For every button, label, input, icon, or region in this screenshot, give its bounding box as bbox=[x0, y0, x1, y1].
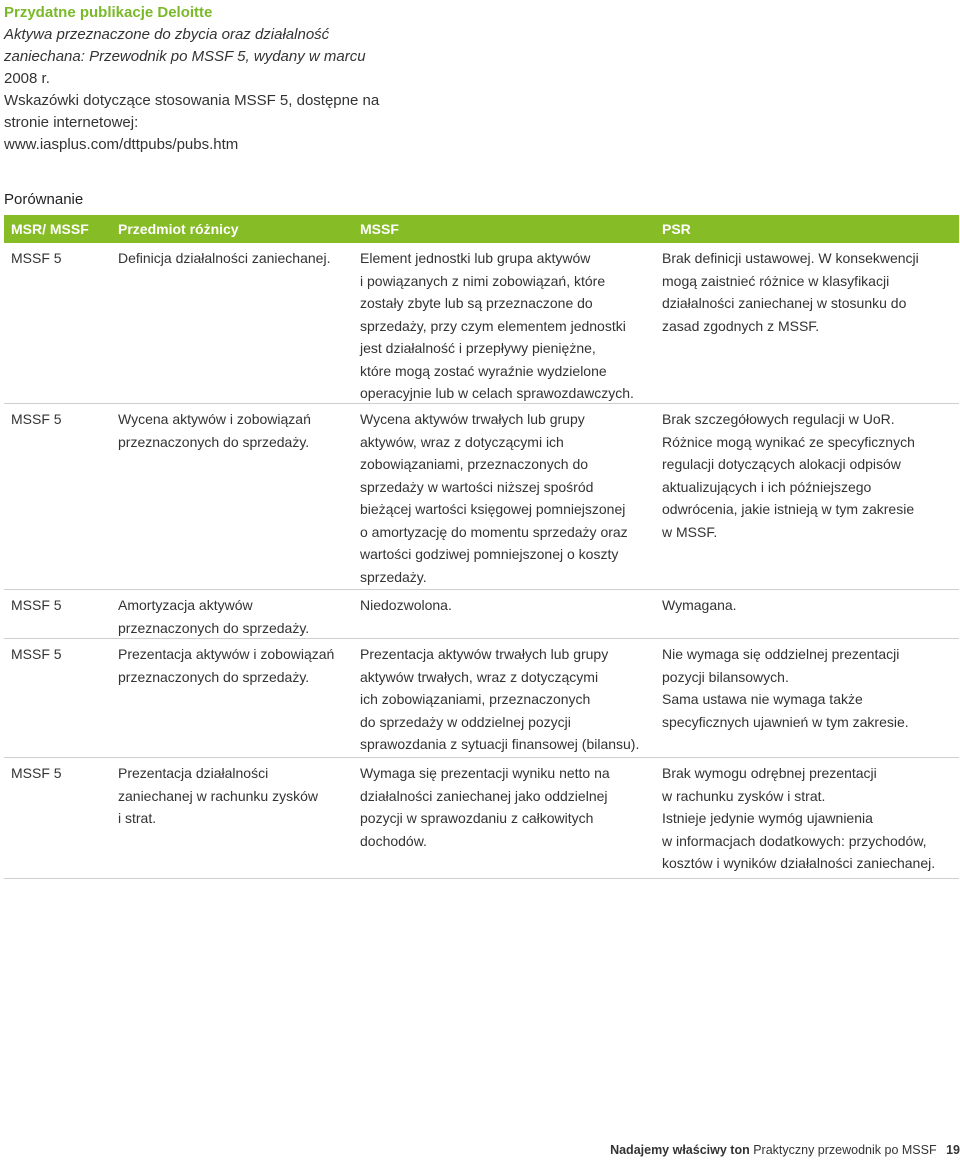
row-standard: MSSF 5 bbox=[11, 597, 62, 613]
publications-link[interactable]: www.iasplus.com/dttpubs/pubs.htm bbox=[4, 136, 239, 153]
row-psr bbox=[662, 594, 957, 617]
publication-note-line2: stronie internetowej: bbox=[4, 114, 139, 131]
publications-block bbox=[4, 2, 384, 156]
row-standard: MSSF 5 bbox=[11, 646, 62, 662]
row-subject-line: zaniechanej w rachunku zysków bbox=[118, 787, 318, 804]
row-mssf-line: aktywów trwałych, wraz z dotyczącymi bbox=[360, 668, 599, 685]
page-footer bbox=[610, 1143, 960, 1157]
row-mssf-line: Wymaga się prezentacji wyniku netto na bbox=[360, 765, 610, 781]
publication-date: 2008 r. bbox=[4, 70, 50, 87]
row-psr-line: mogą zaistnieć różnice w klasyfikacji bbox=[662, 272, 890, 289]
row-mssf-line: które mogą zostać wyraźnie wydzielone bbox=[360, 362, 607, 379]
row-mssf bbox=[360, 643, 655, 756]
row-psr-line: zasad zgodnych z MSSF. bbox=[662, 317, 820, 334]
row-psr-line: w informacjach dodatkowych: przychodów, bbox=[662, 832, 927, 849]
row-mssf-line: pozycji w sprawozdaniu z całkowitych bbox=[360, 810, 594, 826]
row-psr-line: w MSSF. bbox=[662, 523, 718, 540]
row-mssf-line: do sprzedaży w oddzielnej pozycji bbox=[360, 713, 571, 730]
row-mssf-line: bieżącej wartości księgowej pomniejszonej bbox=[360, 501, 626, 517]
table-row bbox=[4, 639, 959, 758]
row-psr-line: odwrócenia, jakie istnieją w tym zakresie bbox=[662, 501, 915, 517]
row-psr-line: działalności zaniechanej w stosunku do bbox=[662, 295, 907, 311]
publication-note-line1: Wskazówki dotyczące stosowania MSSF 5, dostępne na bbox=[4, 92, 380, 109]
row-mssf bbox=[360, 762, 655, 852]
row-psr-line: Brak wymogu odrębnej prezentacji bbox=[662, 765, 877, 781]
table-row bbox=[4, 404, 959, 590]
row-subject-line: Amortyzacja aktywów bbox=[118, 597, 253, 613]
table-row bbox=[4, 590, 959, 639]
row-standard: MSSF 5 bbox=[11, 250, 62, 266]
row-mssf-line: sprzedaży w wartości niższej spośród bbox=[360, 478, 594, 495]
row-subject bbox=[118, 247, 348, 270]
row-psr-line: pozycji bilansowych. bbox=[662, 668, 789, 685]
row-mssf bbox=[360, 408, 655, 588]
row-mssf-line: Niedozwolona. bbox=[360, 597, 452, 613]
publication-name-line1: Aktywa przeznaczone do zbycia oraz działalność bbox=[4, 26, 330, 43]
footer-tagline: Nadajemy właściwy ton bbox=[610, 1143, 750, 1157]
row-mssf-line: jest działalność i przepływy pieniężne, bbox=[360, 340, 596, 356]
row-subject-line: przeznaczonych do sprzedaży. bbox=[118, 619, 310, 636]
row-psr-line: Brak szczegółowych regulacji w UoR. bbox=[662, 411, 895, 427]
table-row bbox=[4, 758, 959, 879]
header-subject: Przedmiot różnicy bbox=[118, 221, 239, 237]
header-standard: MSR/ MSSF bbox=[11, 221, 89, 237]
row-subject-line: przeznaczonych do sprzedaży. bbox=[118, 668, 310, 685]
page-number: 19 bbox=[946, 1143, 960, 1157]
row-psr-line: Różnice mogą wynikać ze specyficznych bbox=[662, 433, 915, 450]
row-psr bbox=[662, 408, 957, 543]
table-row bbox=[4, 243, 959, 404]
row-psr-line: aktualizujących i ich późniejszego bbox=[662, 478, 872, 495]
row-psr-line: regulacji dotyczących alokacji odpisów bbox=[662, 456, 901, 472]
row-subject bbox=[118, 594, 348, 639]
section-title: Porównanie bbox=[4, 191, 84, 208]
row-mssf-line: Prezentacja aktywów trwałych lub grupy bbox=[360, 646, 609, 662]
row-mssf-line: ich zobowiązaniami, przeznaczonych bbox=[360, 691, 591, 707]
row-subject-line: i strat. bbox=[118, 810, 157, 826]
row-psr-line: Nie wymaga się oddzielnej prezentacji bbox=[662, 646, 900, 662]
header-mssf: MSSF bbox=[360, 221, 399, 237]
row-mssf-line: wartości godziwej pomniejszonej o koszty bbox=[360, 546, 619, 562]
publications-title: Przydatne publikacje Deloitte bbox=[4, 4, 213, 21]
row-psr bbox=[662, 247, 957, 337]
row-psr-line: w rachunku zysków i strat. bbox=[662, 787, 826, 804]
row-subject-line: Prezentacja aktywów i zobowiązań bbox=[118, 646, 335, 662]
row-mssf-line: o amortyzację do momentu sprzedaży oraz bbox=[360, 523, 628, 540]
row-standard: MSSF 5 bbox=[11, 411, 62, 427]
comparison-table bbox=[4, 215, 959, 879]
row-psr bbox=[662, 762, 957, 875]
row-psr-line: Sama ustawa nie wymaga także bbox=[662, 691, 863, 707]
row-subject-line: Definicja działalności zaniechanej. bbox=[118, 250, 331, 266]
row-subject-line: Wycena aktywów i zobowiązań bbox=[118, 411, 311, 427]
row-mssf-line: operacyjnie lub w celach sprawozdawczych. bbox=[360, 385, 634, 401]
row-subject-line: Prezentacja działalności bbox=[118, 765, 269, 781]
row-psr-line: Wymagana. bbox=[662, 597, 737, 613]
publication-name-line2: zaniechana: Przewodnik po MSSF 5, wydany w marcu bbox=[4, 48, 366, 65]
table-header bbox=[4, 215, 959, 243]
row-subject bbox=[118, 643, 348, 688]
row-mssf bbox=[360, 594, 655, 617]
row-psr-line: specyficznych ujawnień w tym zakresie. bbox=[662, 713, 909, 730]
row-mssf-line: Element jednostki lub grupa aktywów bbox=[360, 250, 591, 266]
row-psr bbox=[662, 643, 957, 733]
row-psr-line: Brak definicji ustawowej. W konsekwencji bbox=[662, 250, 919, 266]
row-subject bbox=[118, 762, 348, 830]
row-mssf-line: zobowiązaniami, przeznaczonych do bbox=[360, 456, 589, 472]
row-psr-line: Istnieje jedynie wymóg ujawnienia bbox=[662, 810, 873, 826]
row-mssf-line: i powiązanych z nimi zobowiązań, które bbox=[360, 272, 606, 289]
row-subject bbox=[118, 408, 348, 453]
row-mssf-line: Wycena aktywów trwałych lub grupy bbox=[360, 411, 585, 427]
row-mssf-line: dochodów. bbox=[360, 832, 427, 849]
row-subject-line: przeznaczonych do sprzedaży. bbox=[118, 433, 310, 450]
row-mssf-line: działalności zaniechanej jako oddzielnej bbox=[360, 787, 608, 804]
table-body bbox=[4, 243, 959, 879]
row-standard: MSSF 5 bbox=[11, 765, 62, 781]
header-psr: PSR bbox=[662, 221, 691, 237]
row-mssf-line: zostały zbyte lub są przeznaczone do bbox=[360, 295, 593, 311]
row-mssf bbox=[360, 247, 655, 405]
row-mssf-line: aktywów, wraz z dotyczącymi ich bbox=[360, 433, 564, 450]
row-mssf-line: sprzedaży. bbox=[360, 568, 427, 585]
footer-guide-title: Praktyczny przewodnik po MSSF bbox=[753, 1143, 937, 1157]
row-mssf-line: sprawozdania z sytuacji finansowej (bilansu). bbox=[360, 736, 640, 752]
row-mssf-line: sprzedaży, przy czym elementem jednostki bbox=[360, 317, 626, 334]
row-psr-line: kosztów i wyników działalności zaniechanej. bbox=[662, 855, 936, 871]
